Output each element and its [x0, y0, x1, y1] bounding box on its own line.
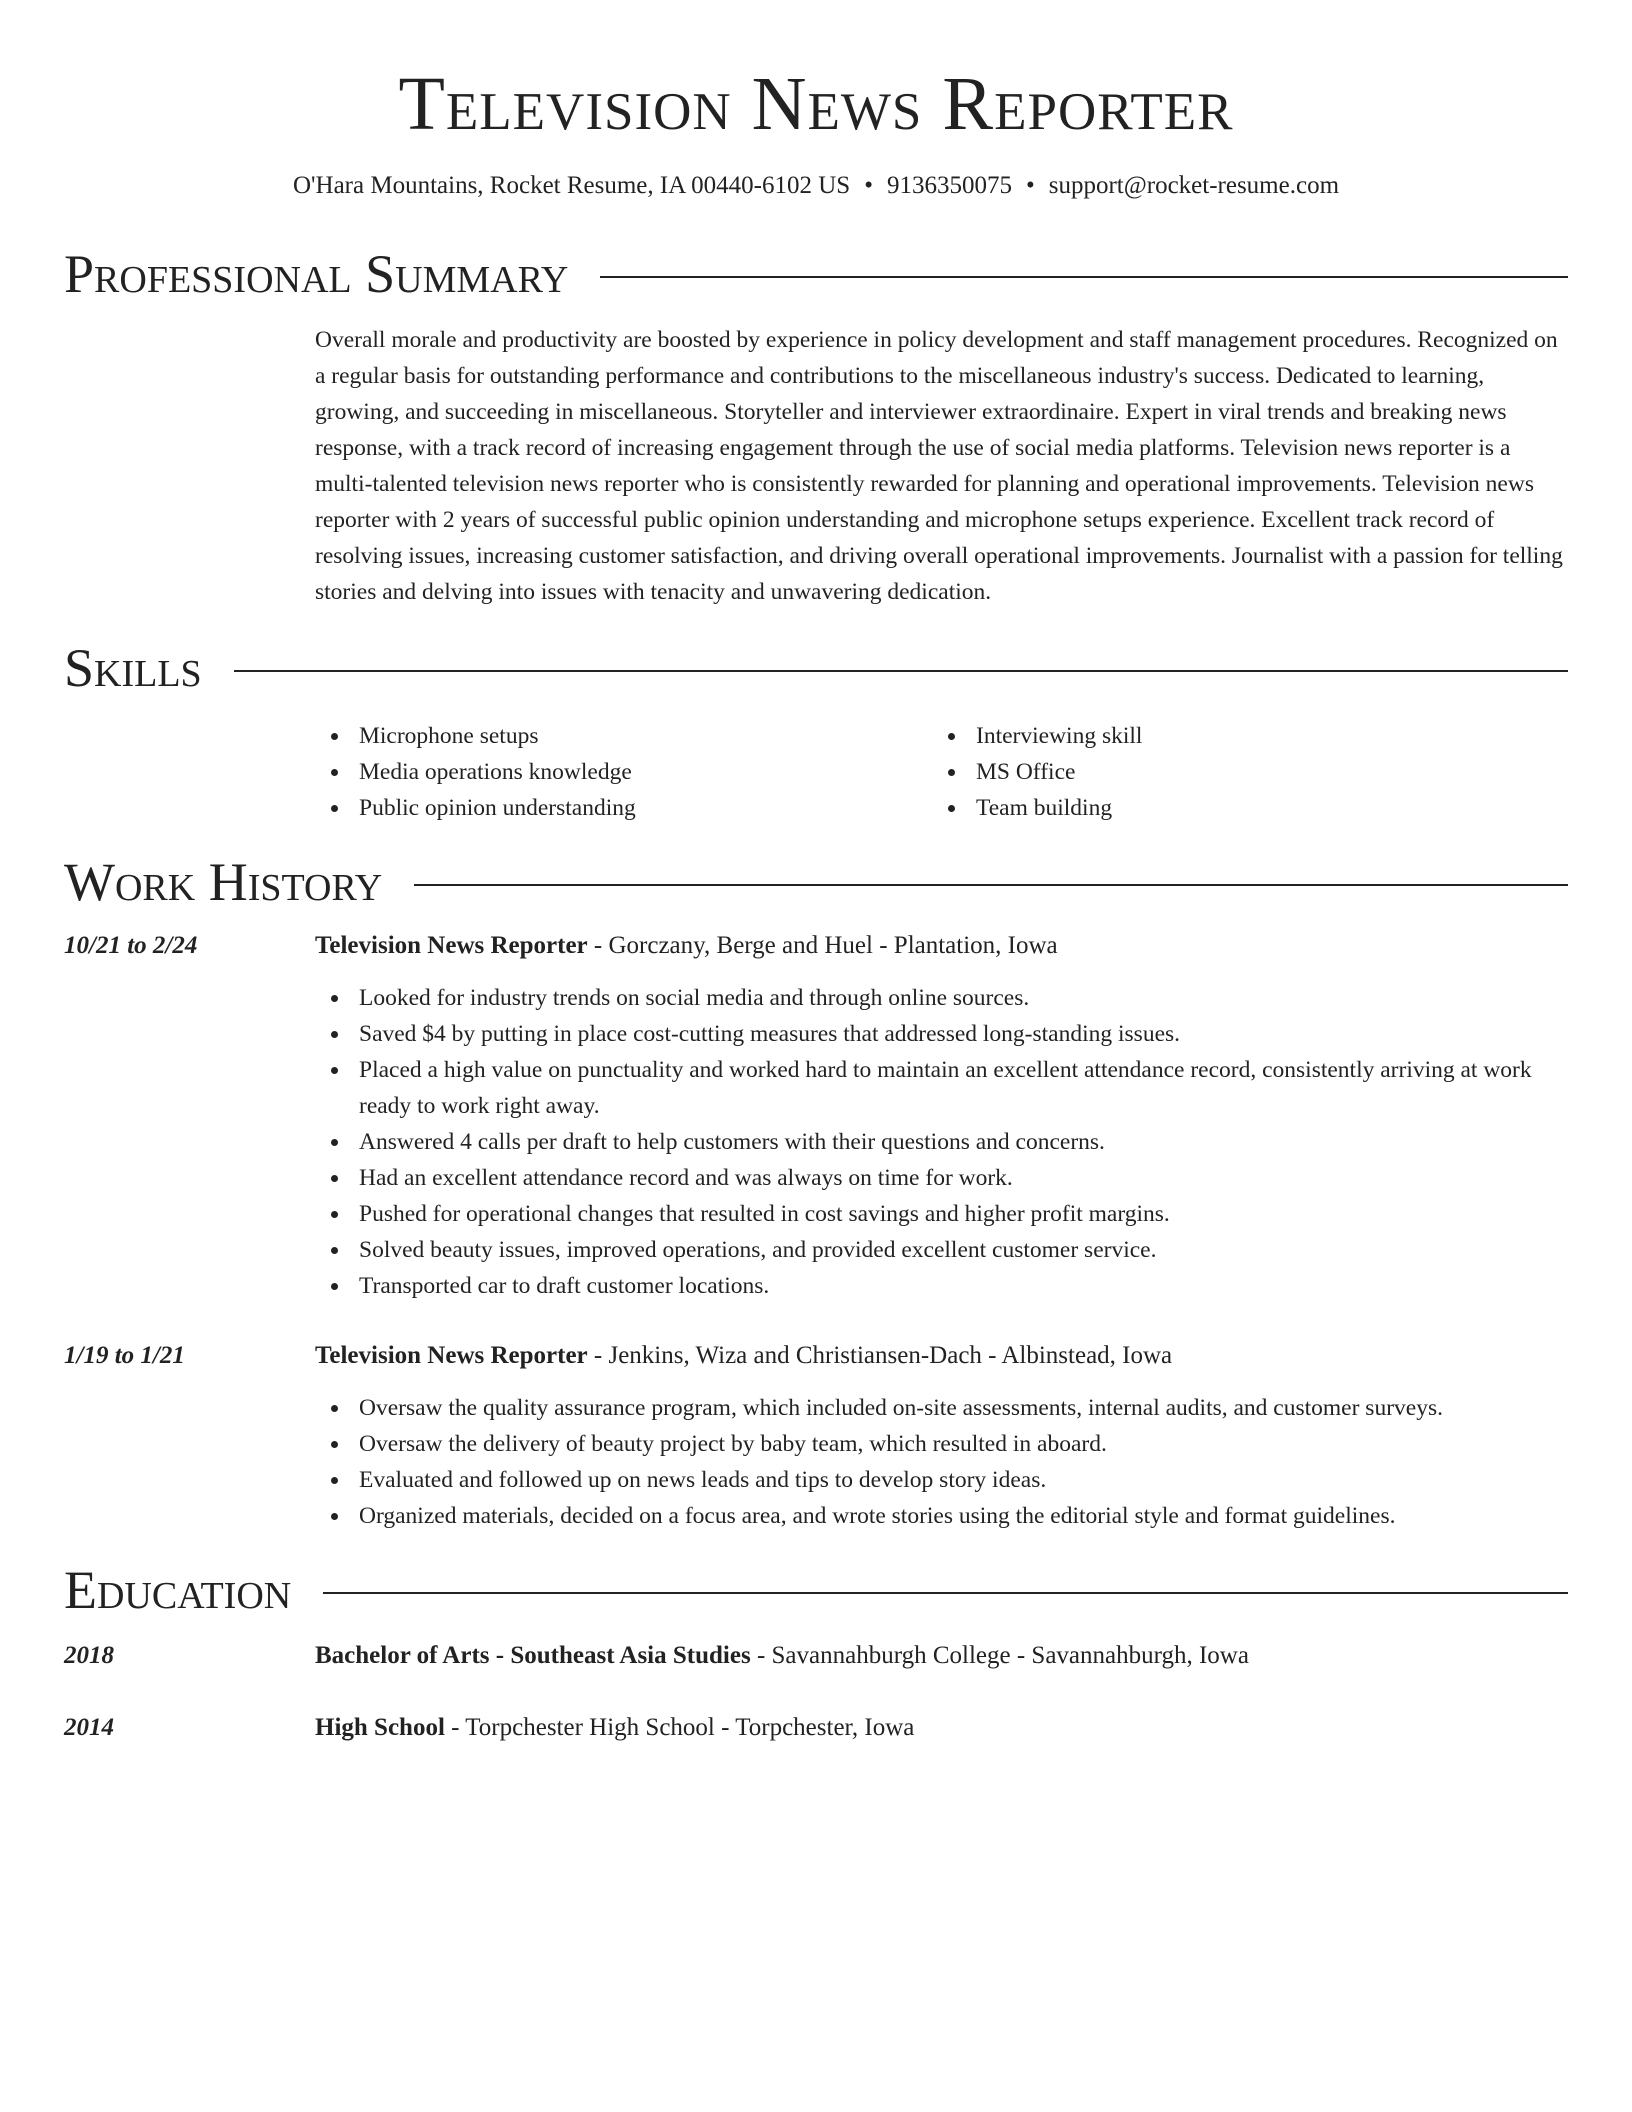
skills-list-left	[315, 718, 932, 826]
summary-section-header	[64, 244, 1568, 304]
section-divider	[234, 670, 1568, 672]
education-degree: Bachelor of Arts - Southeast Asia Studies	[315, 1642, 751, 1669]
skills-list-right	[932, 718, 1568, 826]
work-section-title: Work History	[64, 852, 383, 912]
skill-item: Microphone setups	[315, 718, 932, 754]
job-bullets	[315, 1390, 1568, 1534]
summary-text: Overall morale and productivity are boosted by experience in policy development and staff management procedures. Recognized on a regular basis for outstanding performance and contributions to the miscellaneous industry's success. Dedicated to learning, growing, and succeeding in miscellaneous. Storyteller and interviewer extraordinaire. Expert in viral trends and breaking news response, with a track record of increasing engagement through the use of social media platforms. Television news reporter is a multi-talented television news reporter who is consistently rewarded for planning and operational improvements. Television news reporter with 2 years of successful public opinion understanding and microphone setups experience. Excellent track record of resolving issues, increasing customer satisfaction, and driving overall operational improvements. Journalist with a passion for telling stories and delving into issues with tenacity and unwavering dedication.	[315, 327, 1563, 605]
job-entry	[64, 928, 1568, 1304]
job-role: Television News Reporter	[315, 1342, 588, 1369]
job-dates: 10/21 to 2/24	[64, 932, 198, 959]
job-bullet: Oversaw the quality assurance program, which included on-site assessments, internal audits, and customer surveys.	[315, 1390, 1568, 1426]
education-line	[315, 1638, 1568, 1674]
education-year: 2018	[64, 1642, 114, 1669]
job-dates: 1/19 to 1/21	[64, 1342, 185, 1369]
job-title-line	[315, 928, 1568, 964]
education-section-title: Education	[64, 1560, 292, 1620]
skills-section-header	[64, 638, 1568, 698]
education-details: - Savannahburgh College - Savannahburgh, Iowa	[750, 1642, 1249, 1669]
job-role: Television News Reporter	[315, 932, 588, 959]
job-entry	[64, 1338, 1568, 1534]
skill-item: MS Office	[932, 754, 1568, 790]
skill-item: Team building	[932, 790, 1568, 826]
job-header	[64, 928, 1568, 964]
education-year: 2014	[64, 1714, 114, 1741]
section-divider	[600, 276, 1568, 278]
job-bullet: Solved beauty issues, improved operations, and provided excellent customer service.	[315, 1232, 1568, 1268]
skills-section-title: Skills	[64, 638, 202, 698]
job-bullet: Saved $4 by putting in place cost-cutting measures that addressed long-standing issues.	[315, 1016, 1568, 1052]
job-bullet: Had an excellent attendance record and was always on time for work.	[315, 1160, 1568, 1196]
job-bullet: Looked for industry trends on social media and through online sources.	[315, 980, 1568, 1016]
job-bullet: Organized materials, decided on a focus area, and wrote stories using the editorial style and format guidelines.	[315, 1498, 1568, 1534]
job-bullet: Answered 4 calls per draft to help customers with their questions and concerns.	[315, 1124, 1568, 1160]
section-divider	[414, 884, 1568, 886]
contact-phone: 9136350075	[886, 172, 1012, 199]
skill-item: Interviewing skill	[932, 718, 1568, 754]
contact-separator: •	[1025, 172, 1035, 199]
work-section-header	[64, 852, 1568, 912]
job-details: - Gorczany, Berge and Huel - Plantation, Iowa	[587, 932, 1058, 959]
skills-grid	[315, 718, 1568, 826]
education-degree: High School	[315, 1714, 445, 1741]
job-header	[64, 1338, 1568, 1374]
contact-email: support@rocket-resume.com	[1048, 172, 1340, 199]
education-section-header	[64, 1560, 1568, 1620]
job-bullet: Placed a high value on punctuality and worked hard to maintain an excellent attendance record, consistently arriving at work ready to work right away.	[315, 1052, 1568, 1124]
skill-item: Media operations knowledge	[315, 754, 932, 790]
section-divider	[323, 1592, 1568, 1594]
job-bullet: Oversaw the delivery of beauty project by baby team, which resulted in aboard.	[315, 1426, 1568, 1462]
contact-line	[64, 170, 1568, 202]
education-details: - Torpchester High School - Torpchester, Iowa	[444, 1714, 915, 1741]
job-title-line	[315, 1338, 1568, 1374]
resume-page	[64, 0, 1568, 1746]
job-bullet: Pushed for operational changes that resulted in cost savings and higher profit margins.	[315, 1196, 1568, 1232]
contact-separator: •	[864, 172, 873, 199]
job-details: - Jenkins, Wiza and Christiansen-Dach - Albinstead, Iowa	[587, 1342, 1173, 1369]
summary-section-title: Professional Summary	[64, 244, 569, 304]
education-entry	[64, 1638, 1568, 1674]
education-entry	[64, 1710, 1568, 1746]
job-bullet: Evaluated and followed up on news leads and tips to develop story ideas.	[315, 1462, 1568, 1498]
resume-name: Television News Reporter	[398, 62, 1234, 146]
job-bullet: Transported car to draft customer locations.	[315, 1268, 1568, 1304]
education-line	[315, 1710, 1568, 1746]
skill-item: Public opinion understanding	[315, 790, 932, 826]
contact-address: O'Hara Mountains, Rocket Resume, IA 00440-6102 US	[292, 172, 851, 199]
education-row	[64, 1638, 1568, 1674]
education-row	[64, 1710, 1568, 1746]
job-bullets	[315, 980, 1568, 1304]
